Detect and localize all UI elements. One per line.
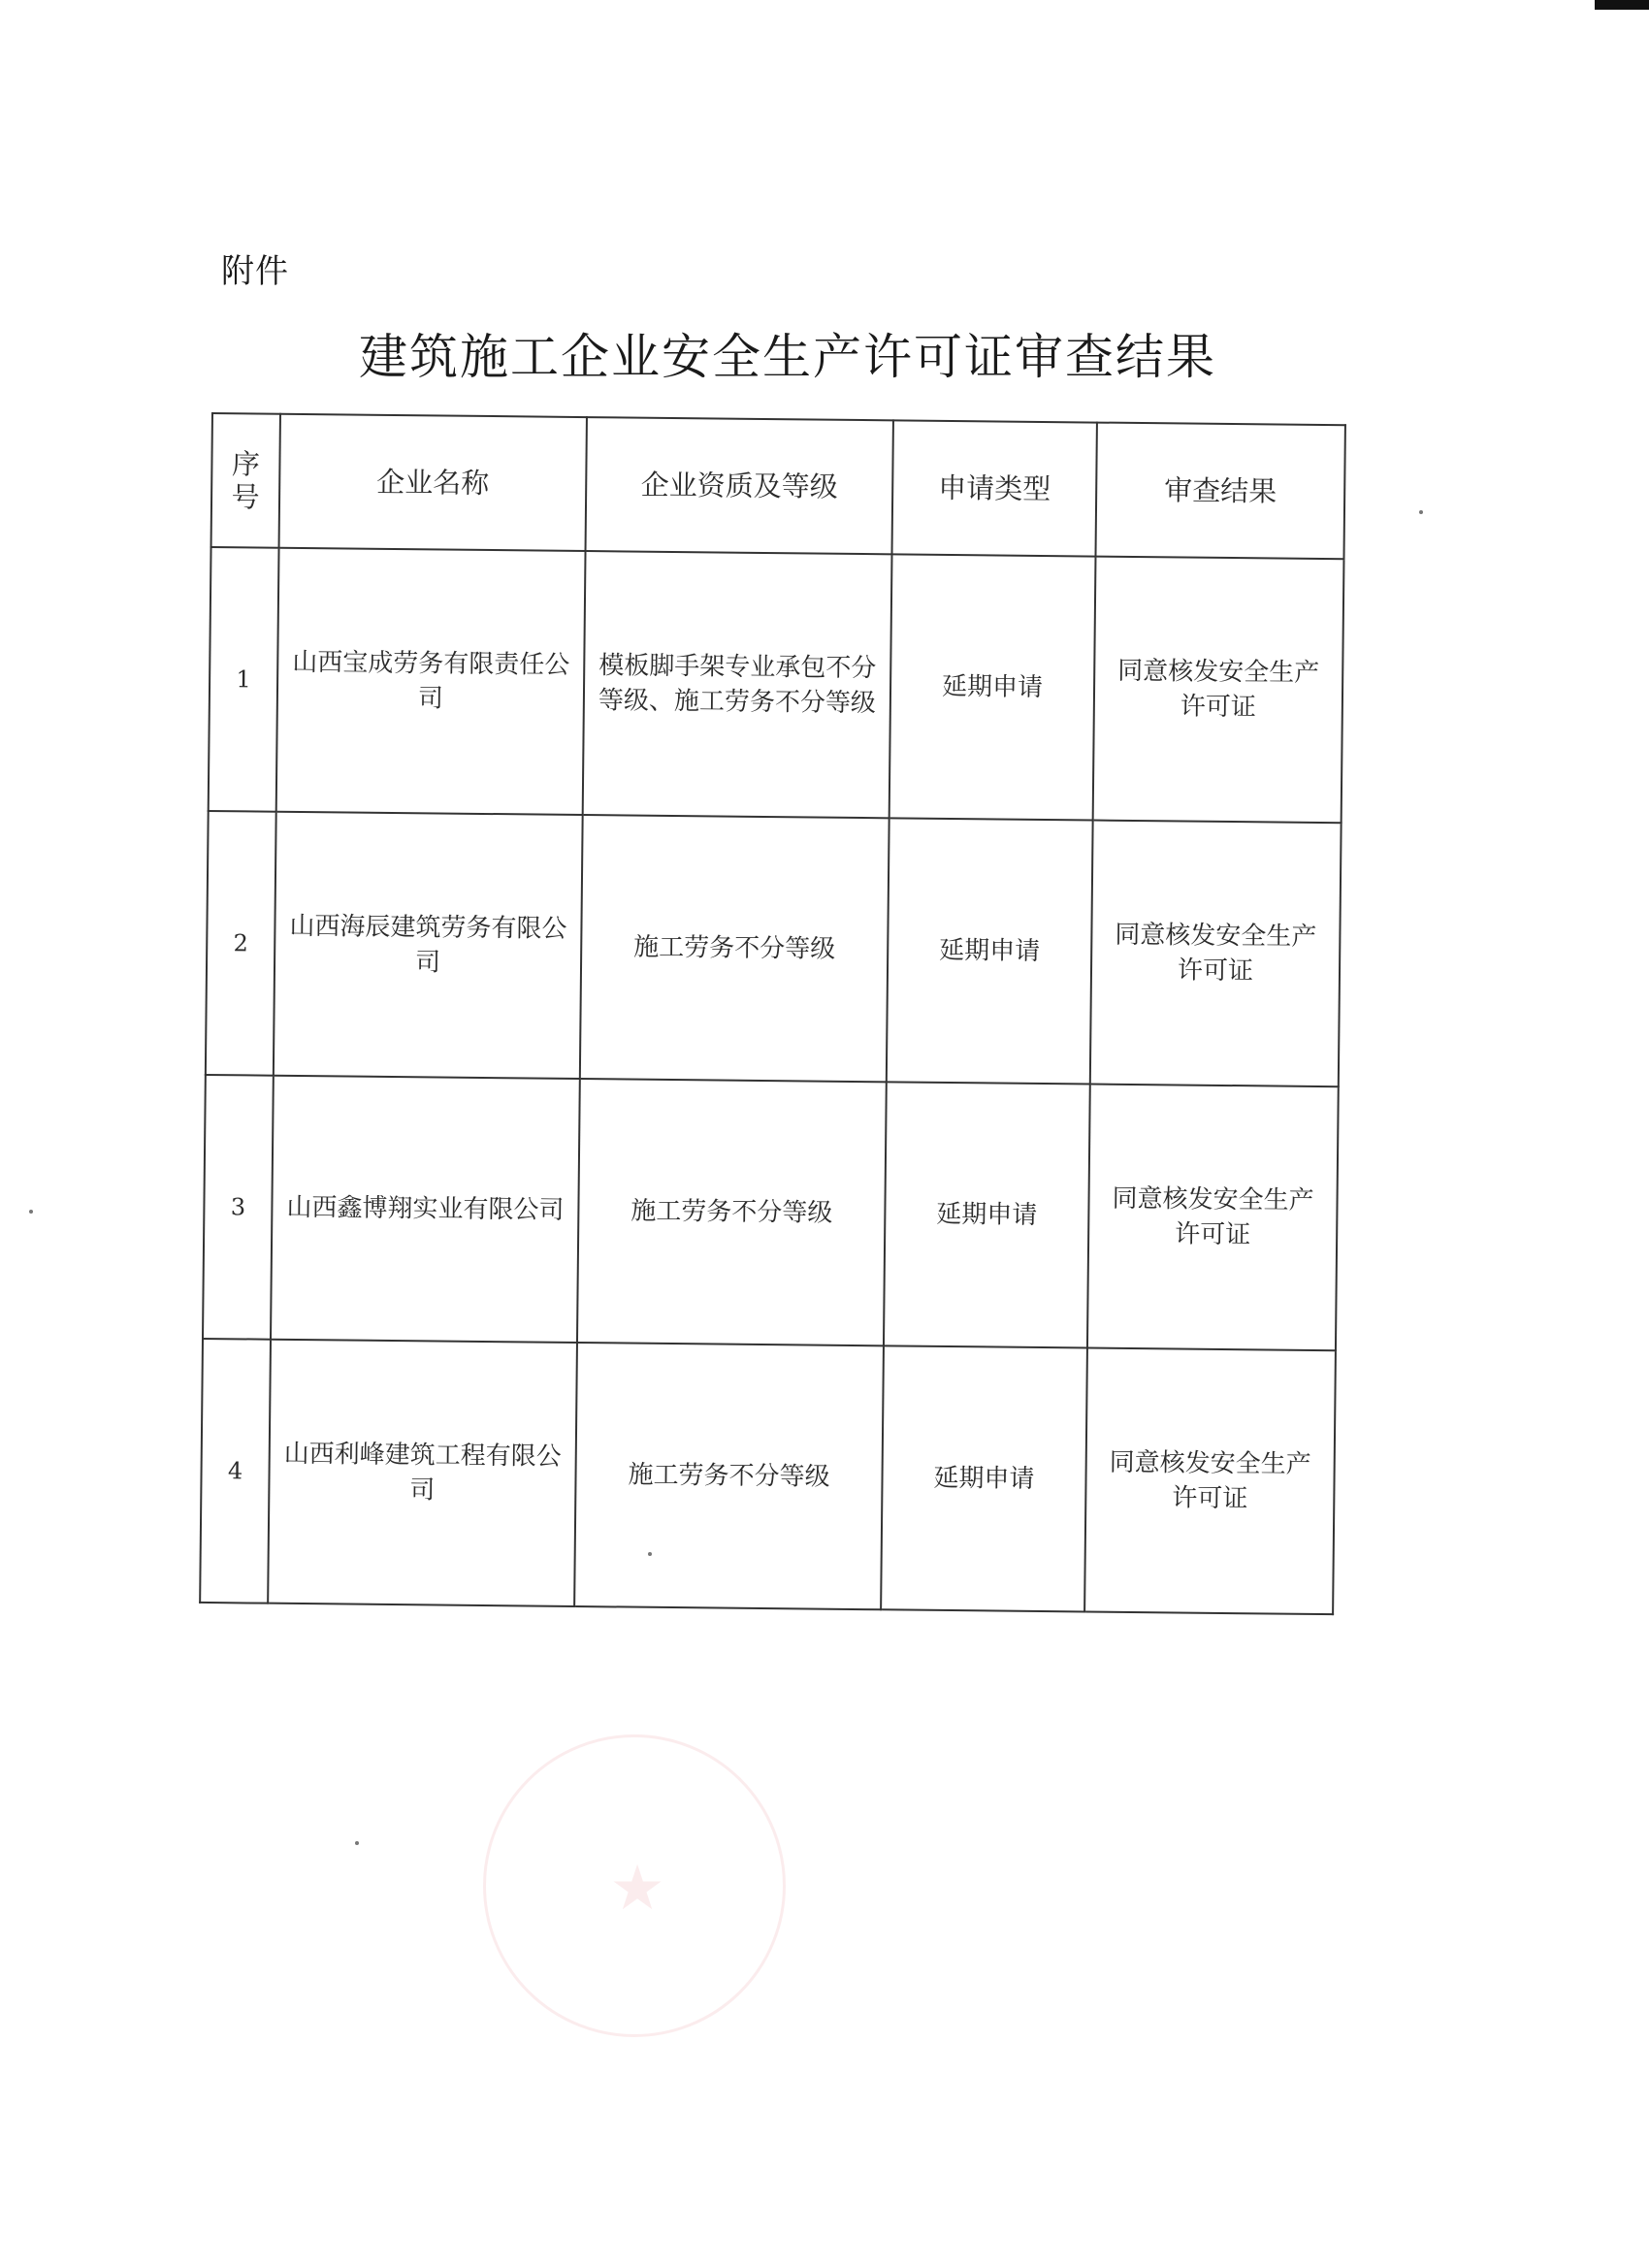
row-result: 同意核发安全生产许可证 [1084,1348,1336,1615]
row-qualification: 模板脚手架专业承包不分等级、施工劳务不分等级 [583,551,892,818]
header-index-line1: 序 [231,447,261,481]
table-row [209,547,1344,823]
row-application-type: 延期申请 [881,1345,1087,1611]
header-index [211,413,280,548]
star-icon: ★ [609,1853,665,1925]
row-qualification: 施工劳务不分等级 [574,1343,884,1609]
scan-speck [355,1841,359,1845]
row-company: 山西宝成劳务有限责任公司 [276,548,586,815]
result-table-wrapper [199,412,1344,1615]
row-application-type: 延期申请 [884,1082,1090,1347]
attachment-label: 附件 [221,252,289,291]
row-company: 山西海辰建筑劳务有限公司 [274,812,583,1079]
scan-speck [1419,510,1423,514]
row-index: 4 [200,1339,271,1604]
scan-speck [648,1552,652,1556]
row-application-type: 延期申请 [889,554,1096,820]
row-result: 同意核发安全生产许可证 [1087,1085,1339,1351]
row-result: 同意核发安全生产许可证 [1090,821,1342,1087]
official-seal [483,1734,786,2037]
header-result: 审查结果 [1095,423,1344,560]
document-title: 建筑施工企业安全生产许可证审查结果 [359,329,1216,385]
row-index: 2 [206,811,276,1076]
scan-corner-mark [1595,0,1649,10]
header-index-line2: 号 [231,480,260,514]
result-table [199,412,1346,1615]
row-result: 同意核发安全生产许可证 [1093,557,1344,824]
table-row [203,1075,1339,1350]
scan-speck [29,1210,33,1214]
row-company: 山西利峰建筑工程有限公司 [268,1340,577,1606]
header-qualification: 企业资质及等级 [586,417,893,554]
row-company: 山西鑫博翔实业有限公司 [271,1076,580,1343]
table-row [206,811,1342,1086]
row-qualification: 施工劳务不分等级 [577,1079,887,1345]
table-header-row [211,413,1345,559]
row-index: 3 [203,1075,274,1340]
table-row [200,1339,1336,1614]
row-application-type: 延期申请 [887,818,1093,1084]
header-company: 企业名称 [279,414,587,551]
header-application-type: 申请类型 [892,420,1097,556]
row-index: 1 [209,547,279,812]
row-qualification: 施工劳务不分等级 [580,815,889,1082]
